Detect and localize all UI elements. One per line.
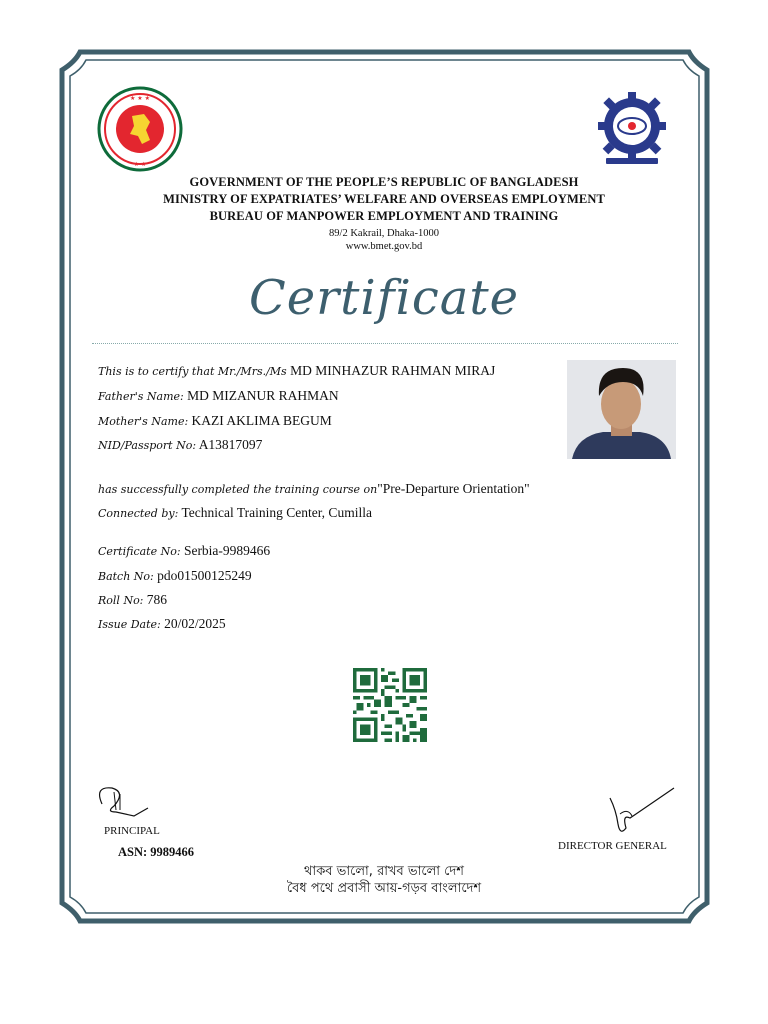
mother-name-row	[98, 413, 332, 429]
bmet-gear-logo-icon	[592, 88, 672, 168]
qr-code-icon	[353, 668, 427, 742]
recipient-name-label: This is to certify that Mr./Mrs./Ms	[98, 365, 287, 378]
slogan-line-1: থাকব ভালো, রাখব ভালো দেশ	[304, 864, 464, 879]
header-website: www.bmet.gov.bd	[345, 241, 423, 252]
nid-label: NID/Passport No:	[98, 439, 197, 452]
principal-signature	[94, 782, 154, 822]
nid-value: A13817097	[198, 437, 263, 452]
certificate-no-label: Certificate No:	[98, 545, 181, 558]
batch-no-row	[98, 568, 252, 584]
bangladesh-government-seal-icon	[96, 86, 184, 172]
director-signature	[606, 784, 678, 838]
roll-no-label: Roll No:	[98, 594, 144, 607]
certificate-no-row	[98, 543, 270, 559]
father-name-row	[98, 388, 339, 404]
batch-no-value: pdo01500125249	[157, 568, 252, 583]
recipient-photo	[567, 360, 676, 459]
recipient-name-row	[98, 363, 495, 379]
director-general-label: DIRECTOR GENERAL	[558, 840, 667, 852]
nid-row	[98, 437, 262, 453]
asn-number: ASN: 9989466	[118, 845, 195, 859]
svg-text:★ ★ ★: ★ ★ ★	[130, 95, 150, 102]
mother-name-label: Mother's Name:	[98, 415, 189, 428]
title-divider	[92, 343, 678, 344]
recipient-name-value: MD MINHAZUR RAHMAN MIRAJ	[290, 363, 496, 378]
course-value: "Pre-Departure Orientation"	[377, 481, 530, 496]
father-name-label: Father's Name:	[98, 390, 184, 403]
issue-date-row	[98, 616, 226, 632]
principal-label: PRINCIPAL	[104, 825, 160, 837]
header-line-1: GOVERNMENT OF THE PEOPLE’S REPUBLIC OF BANGLADESH	[189, 175, 579, 189]
connected-row	[98, 505, 372, 521]
roll-no-value: 786	[146, 592, 168, 607]
father-name-value: MD MIZANUR RAHMAN	[187, 388, 339, 403]
mother-name-value: KAZI AKLIMA BEGUM	[191, 413, 332, 428]
issue-date-value: 20/02/2025	[164, 616, 226, 631]
header-line-3: BUREAU OF MANPOWER EMPLOYMENT AND TRAINING	[209, 209, 559, 223]
slogan-line-2: বৈধ পথে প্রবাসী আয়-গড়ব বাংলাদেশ	[286, 881, 482, 896]
connected-label: Connected by:	[98, 507, 179, 520]
header-address: 89/2 Kakrail, Dhaka-1000	[329, 228, 439, 239]
svg-text:★ ★: ★ ★	[133, 161, 147, 168]
certificate-title: Certificate	[248, 270, 520, 326]
roll-no-row	[98, 592, 167, 608]
connected-value: Technical Training Center, Cumilla	[181, 505, 372, 520]
course-row	[98, 481, 530, 497]
batch-no-label: Batch No:	[98, 570, 154, 583]
header-line-2: MINISTRY OF EXPATRIATES’ WELFARE AND OVERSEAS EMPLOYMENT	[163, 192, 605, 206]
course-label: has successfully completed the training course on	[98, 483, 378, 496]
issue-date-label: Issue Date:	[98, 618, 161, 631]
certificate-no-value: Serbia-9989466	[183, 543, 271, 558]
